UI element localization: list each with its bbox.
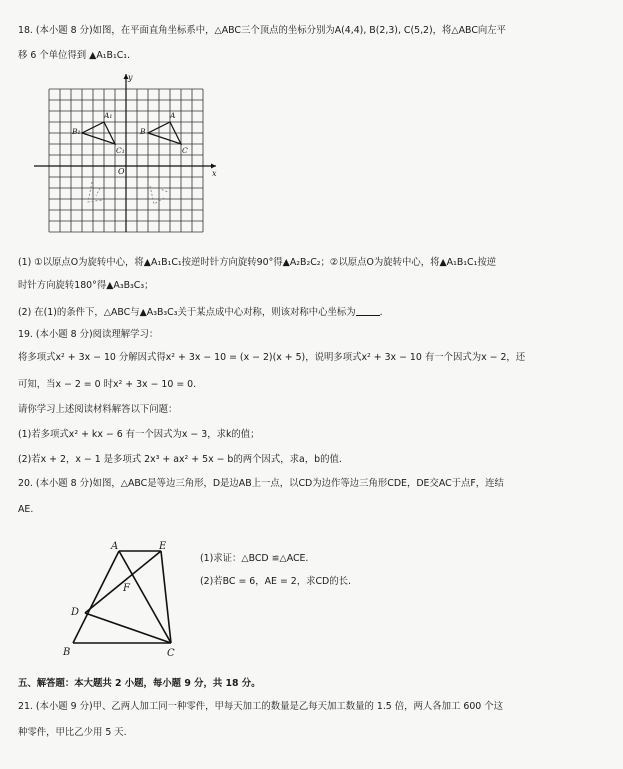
- point-b-label: B: [63, 647, 71, 658]
- vertex-b1-label: B₁: [72, 127, 81, 136]
- section-5-header: 五、解答题：本大题共 2 小题，每小题 9 分，共 18 分。: [18, 678, 261, 689]
- q20-line-2: AE.: [18, 504, 34, 515]
- q19-part2: (2)若x + 2，x − 1 是多项式 2x³ + ax² + 5x − b的两个因式，求a，b的值.: [18, 454, 342, 465]
- segment-dc: [85, 613, 171, 643]
- point-c-label: C: [167, 648, 175, 659]
- q18-part1-line-2: 时针方向旋转180°得▲A₃B₃C₃；: [18, 280, 154, 291]
- q20-part1: (1)求证：△BCD ≌△ACE.: [200, 553, 309, 564]
- segment-ab: [73, 551, 119, 643]
- q18-part2: [18, 306, 383, 319]
- q20-part2: (2)若BC = 6，AE = 2，求CD的长.: [200, 576, 351, 587]
- q21-line-2: 种零件，甲比乙少用 5 天.: [18, 727, 127, 738]
- point-d-label: D: [71, 607, 80, 618]
- q19-line-3: 请你学习上述阅读材料解答以下问题：: [18, 404, 178, 415]
- q19-title: 19. (本小题 8 分)阅读理解学习：: [18, 329, 159, 340]
- q20-triangle-figure: [55, 535, 190, 660]
- q19-part1: (1)若多项式x² + kx − 6 有一个因式为x − 3，求k的值；: [18, 429, 260, 440]
- vertex-a1-label: A₁: [104, 111, 113, 120]
- q18-line-1: 18. (本小题 8 分)如图，在平面直角坐标系中，△ABC三个顶点的坐标分别为A(4,4), B(2,3), C(5,2)，将△ABC向左平: [18, 25, 506, 36]
- q19-line-2: 可知，当x − 2 = 0 时x² + 3x − 10 = 0.: [18, 379, 197, 390]
- y-axis-label: y: [128, 73, 133, 82]
- vertex-a-label: A: [170, 111, 176, 120]
- q20-line-1: 20. (本小题 8 分)如图，△ABC是等边三角形，D是边AB上一点，以CD为边作等边三角形CDE，DE交AC于点F，连结: [18, 478, 504, 489]
- vertex-c1-label: C₁: [116, 146, 125, 155]
- answer-blank: [356, 306, 380, 316]
- q18-line-2: 移 6 个单位得到 ▲A₁B₁C₁.: [18, 50, 131, 61]
- q21-line-1: 21. (本小题 9 分)甲、乙两人加工同一种零件，甲每天加工的数量是乙每天加工数量的 1.5 倍，两人各加工 600 个这: [18, 701, 503, 712]
- origin-label: O: [118, 167, 125, 176]
- q18-part2-end: .: [379, 307, 383, 318]
- q18-coordinate-graph: [30, 70, 230, 240]
- vertex-b-label: B: [140, 127, 146, 136]
- point-e-label: E: [159, 541, 167, 552]
- q19-line-1: 将多项式x² + 3x − 10 分解因式得x² + 3x − 10 = (x − 2)(x + 5)，说明多项式x² + 3x − 10 有一个因式为x − 2，还: [18, 352, 526, 363]
- x-axis-label: x: [212, 169, 217, 178]
- vertex-c-label: C: [182, 146, 188, 155]
- q18-part1-line-1: (1) ①以原点O为旋转中心，将▲A₁B₁C₁按逆时针方向旋转90°得▲A₂B₂C₂；②以原点O为旋转中心，将▲A₁B₁C₁按逆: [18, 257, 497, 268]
- point-a-label: A: [111, 541, 119, 552]
- x-axis-arrow: [211, 164, 216, 169]
- q18-part2-text: (2) 在(1)的条件下，△ABC与▲A₃B₃C₃关于某点成中心对称，则该对称中心坐标为: [18, 307, 356, 318]
- point-f-label: F: [123, 583, 130, 594]
